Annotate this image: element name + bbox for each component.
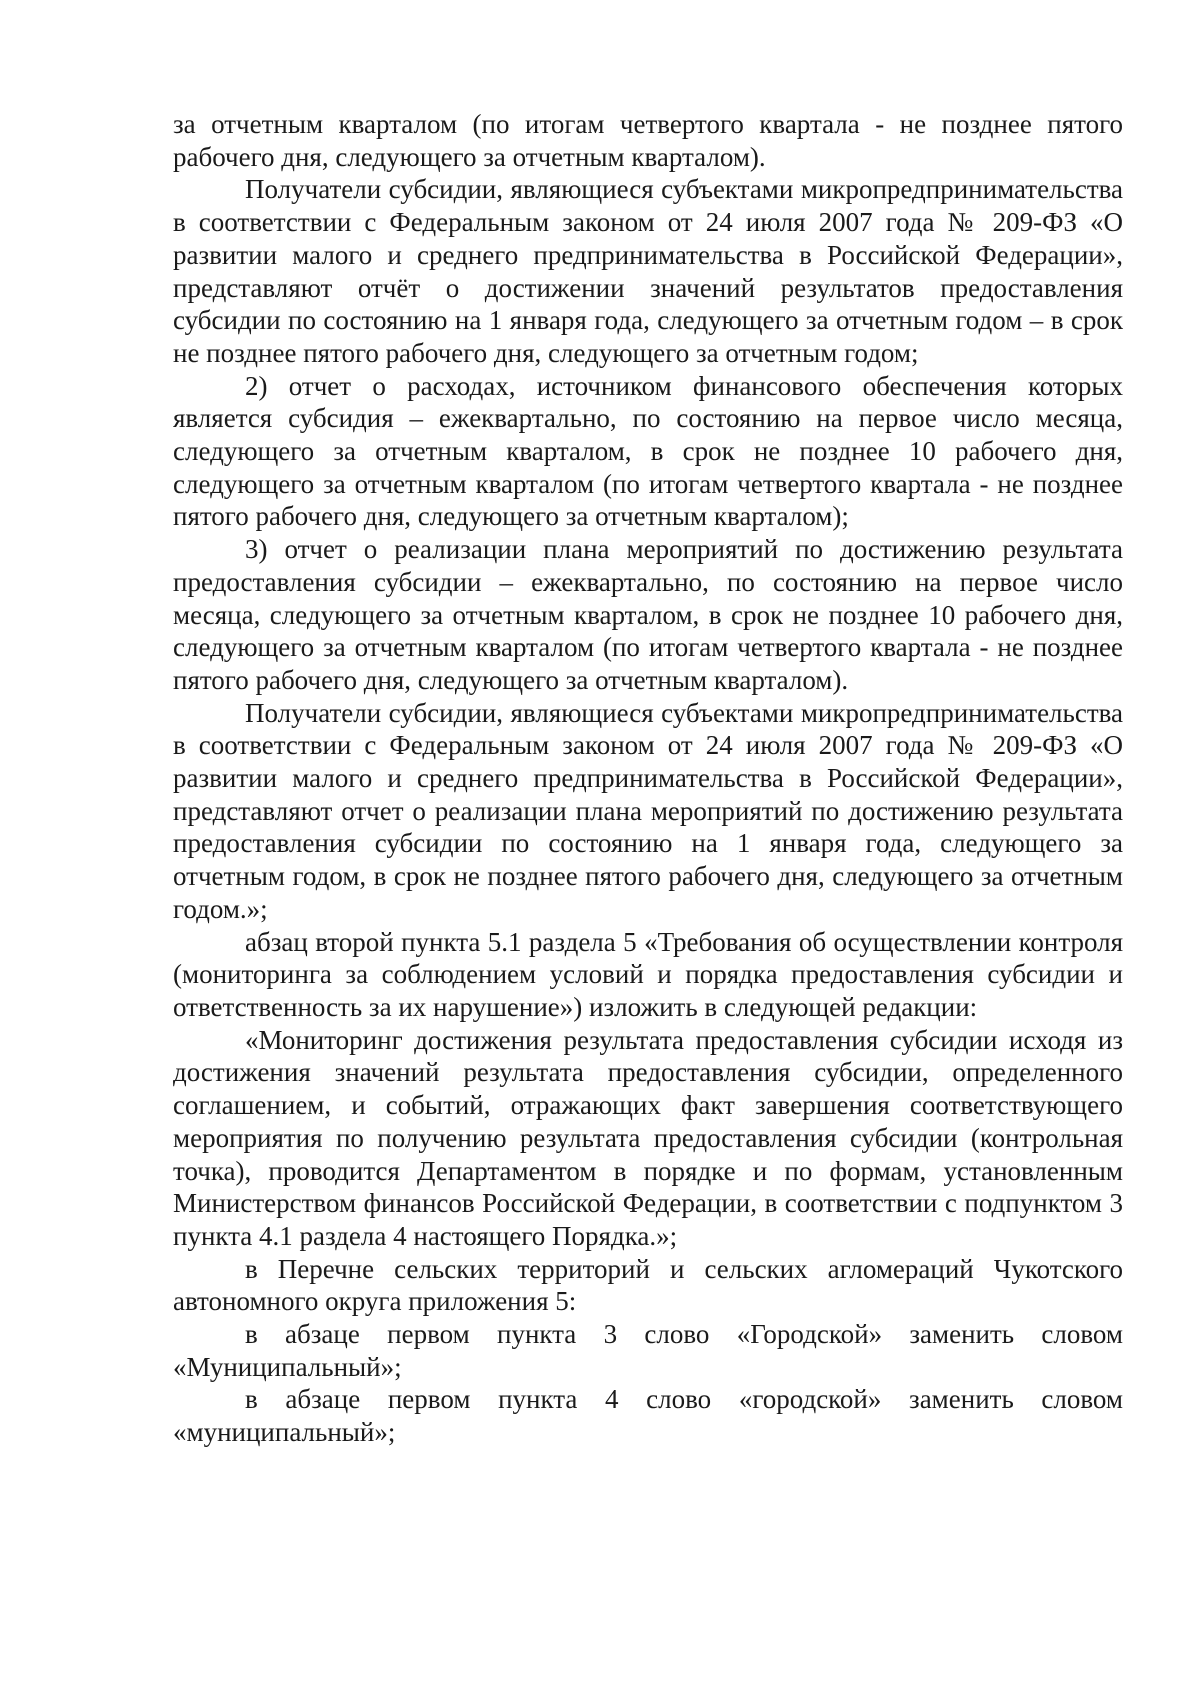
paragraph-2: Получатели субсидии, являющиеся субъектами микропредпринимательства в соответствии с Федеральным законом от 24 июля 2007 года № 209-ФЗ «О развитии малого и среднего предпринимательства в Российской Федерации», представляют отчёт о достижении значений результатов предоставления субсидии по состоянию на 1 января года, следующего за отчетным годом – в срок не позднее пятого рабочего дня, следующего за отчетным годом; bbox=[173, 174, 1123, 368]
paragraph-5: Получатели субсидии, являющиеся субъектами микропредпринимательства в соответствии с Федеральным законом от 24 июля 2007 года № 209-ФЗ «О развитии малого и среднего предпринимательства в Российской Федерации», представляют отчет о реализации плана мероприятий по достижению результата предоставления субсидии по состоянию на 1 января года, следующего за отчетным годом, в срок не позднее пятого рабочего дня, следующего за отчетным годом.»; bbox=[173, 697, 1123, 924]
document-page bbox=[173, 108, 1123, 1449]
paragraph-4: 3) отчет о реализации плана мероприятий по достижению результата предоставления субсидии – ежеквартально, по состоянию на первое число месяца, следующего за отчетным кварталом, в срок не позднее 10 рабочего дня, следующего за отчетным кварталом (по итогам четвертого квартала - не позднее пятого рабочего дня, следующего за отчетным кварталом). bbox=[173, 534, 1123, 695]
paragraph-9: в абзаце первом пункта 3 слово «Городской» заменить словом «Муниципальный»; bbox=[173, 1319, 1123, 1382]
paragraph-7: «Мониторинг достижения результата предоставления субсидии исходя из достижения значений результата предоставления субсидии, определенного соглашением, и событий, отражающих факт завершения соответствующего мероприятия по получению результата предоставления субсидии (контрольная точка), проводится Департаментом в порядке и по формам, установленным Министерством финансов Российской Федерации, в соответствии с подпунктом 3 пункта 4.1 раздела 4 настоящего Порядка.»; bbox=[173, 1024, 1123, 1251]
paragraph-6: абзац второй пункта 5.1 раздела 5 «Требования об осуществлении контроля (мониторинга за соблюдением условий и порядка предоставления субсидии и ответственность за их нарушение») изложить в следующей редакции: bbox=[173, 926, 1123, 1022]
paragraph-1: за отчетным кварталом (по итогам четвертого квартала - не позднее пятого рабочего дня, следующего за отчетным кварталом). bbox=[173, 109, 1123, 172]
paragraph-10: в абзаце первом пункта 4 слово «городской» заменить словом «муниципальный»; bbox=[173, 1384, 1123, 1448]
paragraph-8: в Перечне сельских территорий и сельских агломераций Чукотского автономного округа приложения 5: bbox=[173, 1253, 1123, 1317]
paragraph-3: 2) отчет о расходах, источником финансового обеспечения которых является субсидия – ежеквартально, по состоянию на первое число месяца, следующего за отчетным кварталом, в срок не позднее 10 рабочего дня, следующего за отчетным кварталом (по итогам четвертого квартала - не позднее пятого рабочего дня, следующего за отчетным кварталом); bbox=[173, 370, 1123, 532]
